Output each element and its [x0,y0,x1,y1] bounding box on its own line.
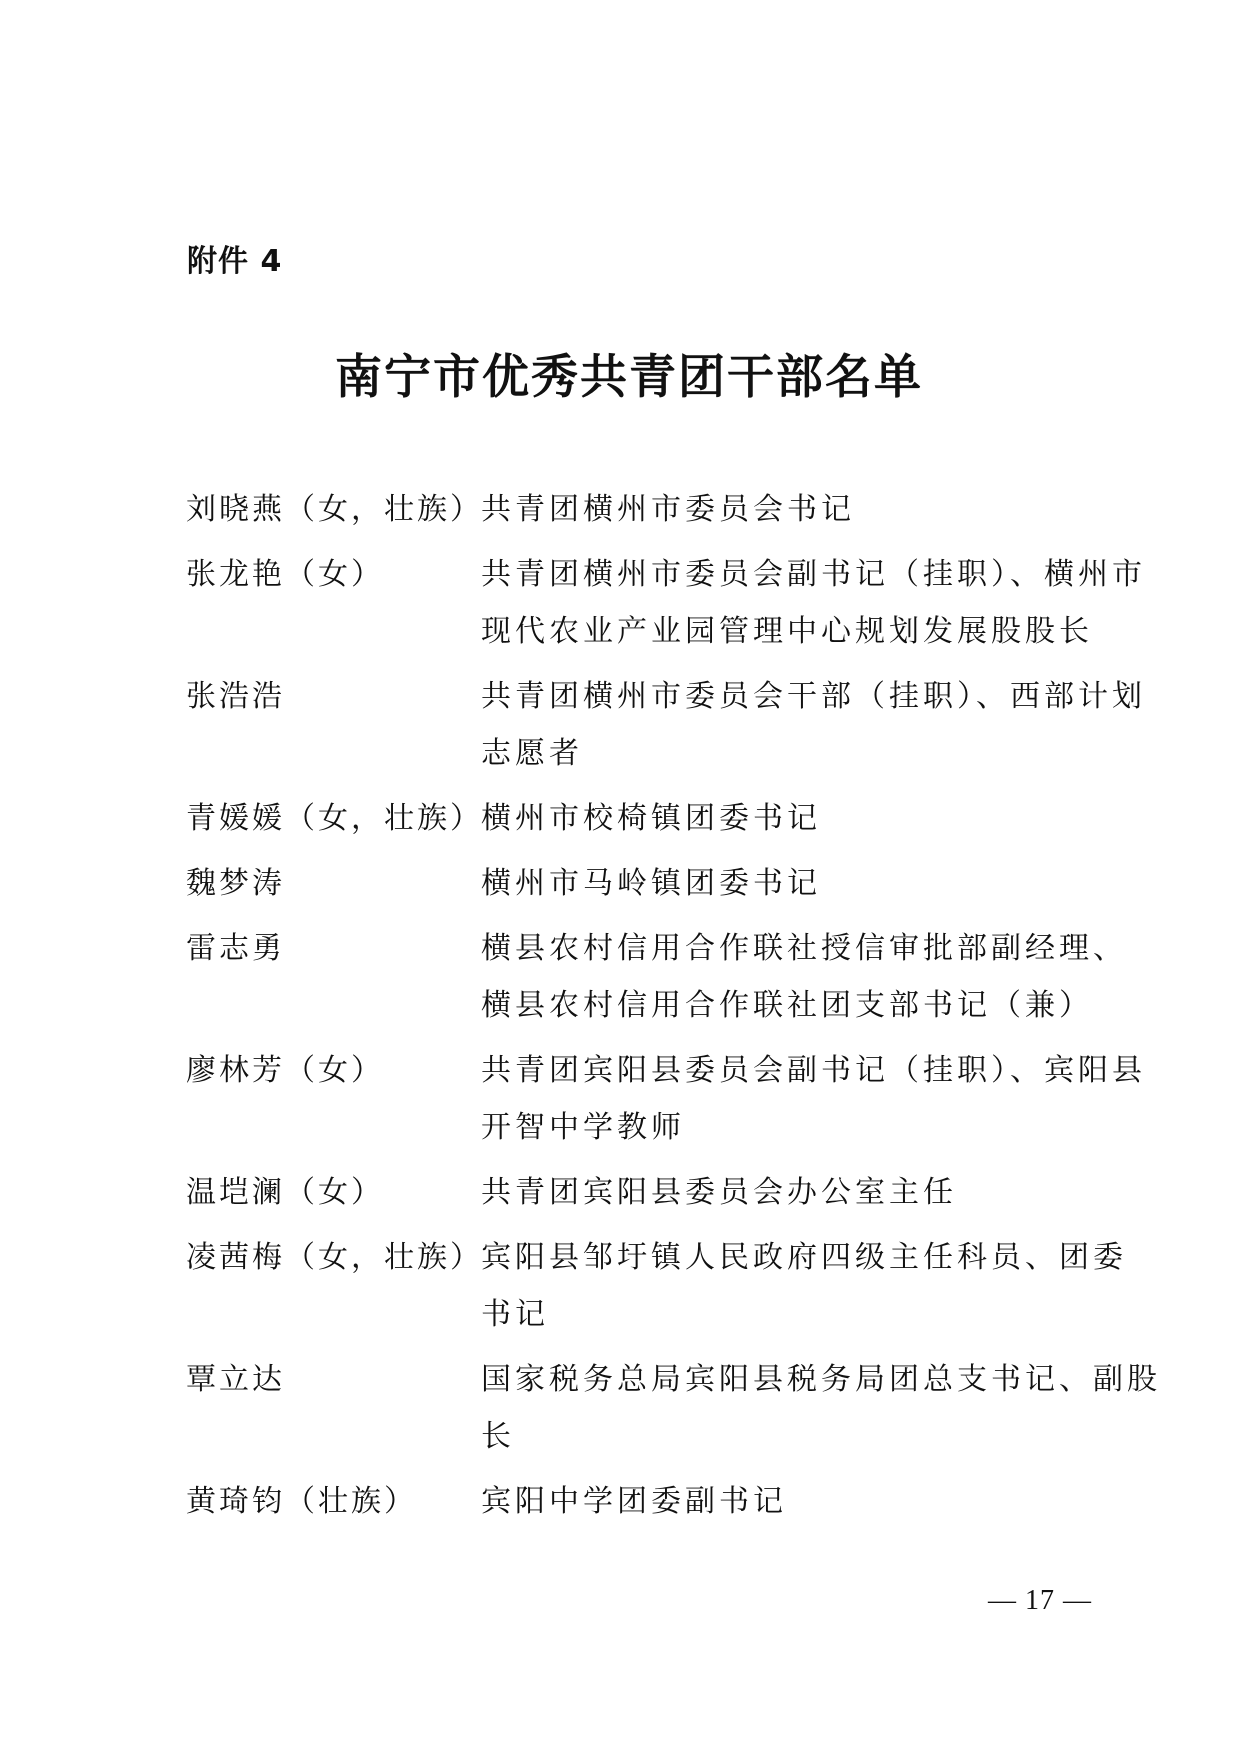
entry-name: 雷志勇 [186,931,285,966]
entry-name: 温垲澜（女） [186,1175,384,1210]
list-item [186,862,1166,912]
list-item [186,1480,1166,1530]
list-item [186,1358,1166,1465]
list-item [186,675,1166,782]
position-line: 长 [481,1419,515,1454]
entry-name: 青媛媛（女，壮族） [186,801,483,836]
list-item [186,1171,1166,1221]
entry-position [481,1229,1161,1343]
entry-name: 张浩浩 [186,679,285,714]
entry-name: 凌茜梅（女，壮族） [186,1240,483,1275]
attachment-label: 附件 4 [187,244,283,279]
position-line: 宾阳县邹圩镇人民政府四级主任科员、团委 [481,1240,1127,1275]
position-line: 共青团宾阳县委员会办公室主任 [481,1175,957,1210]
position-line: 共青团宾阳县委员会副书记（挂职）、宾阳县 [481,1053,1146,1088]
position-line: 现代农业产业园管理中心规划发展股股长 [481,614,1093,649]
entry-name: 覃立达 [186,1362,285,1397]
position-line: 开智中学教师 [481,1110,685,1145]
position-line: 志愿者 [481,736,583,771]
position-line: 国家税务总局宾阳县税务局团总支书记、副股 [481,1362,1161,1397]
position-line: 横县农村信用合作联社团支部书记（兼） [481,988,1093,1023]
list-item [186,1236,1166,1343]
position-line: 横州市马岭镇团委书记 [481,866,821,901]
entry-position [481,546,1161,660]
position-line: 共青团横州市委员会副书记（挂职）、横州市 [481,557,1146,592]
entry-name: 刘晓燕（女，壮族） [186,492,483,527]
position-line: 横县农村信用合作联社授信审批部副经理、 [481,931,1127,966]
entry-name: 黄琦钧（壮族） [186,1484,417,1519]
entry-position [481,855,1161,912]
entry-name: 张龙艳（女） [186,557,384,592]
roster-list [186,488,1166,1545]
entry-position [481,1473,1161,1530]
entry-name: 魏梦涛 [186,866,285,901]
position-line: 共青团横州市委员会干部（挂职）、西部计划 [481,679,1146,714]
list-item [186,797,1166,847]
list-item [186,927,1166,1034]
entry-position [481,1164,1161,1221]
entry-position [481,1042,1161,1156]
entry-name: 廖林芳（女） [186,1053,384,1088]
list-item [186,488,1166,538]
position-line: 书记 [481,1297,549,1332]
position-line: 横州市校椅镇团委书记 [481,801,821,836]
entry-position [481,1351,1161,1465]
page-title: 南宁市优秀共青团干部名单 [335,350,923,405]
entry-position [481,668,1161,782]
entry-position [481,790,1161,847]
position-line: 共青团横州市委员会书记 [481,492,855,527]
list-item [186,553,1166,660]
list-item [186,1049,1166,1156]
entry-position [481,481,1161,538]
entry-position [481,920,1161,1034]
position-line: 宾阳中学团委副书记 [481,1484,787,1519]
page-number: — 17 — [988,1585,1092,1616]
